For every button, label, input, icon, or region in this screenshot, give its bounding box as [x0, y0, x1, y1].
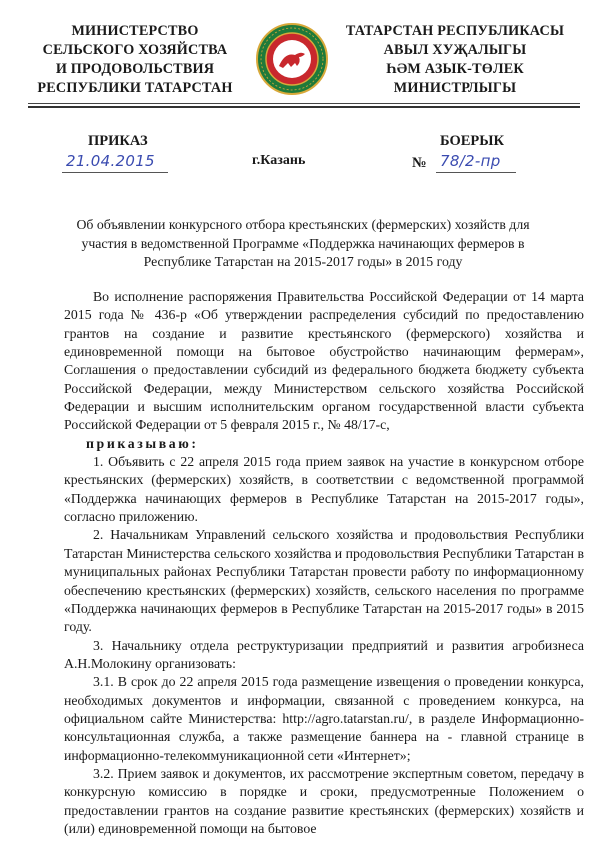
ministry-name-ru — [30, 22, 240, 98]
city: г.Казань — [252, 153, 306, 168]
ministry-name-tt — [326, 22, 584, 98]
ministry-line: И ПРОДОВОЛЬСТВИЯ — [55, 61, 215, 77]
order-word: приказываю: — [86, 435, 199, 451]
subitem-paragraph: 3.2. Прием заявок и документов, их рассмотрение экспертным советом, передачу в конкурсную комиссию в порядке и сроки, предусмотренные Положением о предоставлении грантов на создание развитие крестьянских (фермерских) хозяйств и (или) единовременной помощи на бытовое — [64, 765, 584, 836]
order-label-tt: БОЕРЫК — [440, 133, 505, 149]
ministry-line: ТАТАРСТАН РЕСПУБЛИКАСЫ — [345, 23, 565, 39]
order-number: 78/2-пр — [440, 152, 501, 170]
ministry-line: РЕСПУБЛИКИ ТАТАРСТАН — [37, 80, 233, 96]
order-date: 21.04.2015 — [66, 152, 155, 170]
header-divider — [28, 103, 580, 104]
header-divider — [28, 106, 580, 108]
preamble-paragraph: Во исполнение распоряжения Правительства Российской Федерации от 14 марта 2015 года № 436-р «Об утверждении распределения субсидий по предоставлению грантов на создание и развитие крестьянского (фермерского) хозяйства и единовременной помощи на бытовое обустройство начинающим фермерам», Соглашения о предоставлении субсидий из федерального бюджета бюджету субъекта Российской Федерации, между Министерством сельского хозяйства Российской Федерации и высшим исполнительским органом государственной власти субъекта Российской Федерации от 5 февраля 2015 г., № 48/17-с, — [64, 289, 584, 433]
number-sign: № — [412, 155, 427, 171]
coat-of-arms-icon — [255, 22, 329, 96]
order-label-ru: ПРИКАЗ — [88, 133, 148, 149]
document-title: Об объявлении конкурсного отбора крестьянских (фермерских) хозяйств для участия в ведомственной Программе «Поддержка начинающих фермеров в Республике Татарстан на 2015-2017 годы» в 2015 году — [76, 217, 530, 269]
ministry-line: СЕЛЬСКОГО ХОЗЯЙСТВА — [42, 42, 228, 58]
number-underline — [436, 172, 516, 173]
ministry-line: ҺӘМ АЗЫК-ТӨЛЕК — [386, 61, 524, 77]
item-paragraph: 2. Начальникам Управлений сельского хозяйства и продовольствия Республики Татарстан Министерства сельского хозяйства и продовольствия Республики Татарстан в муниципальных районах Республики Татарстан провести работу по информационному обеспечению крестьянских (фермерских) хозяйств, сельского населения по программе «Поддержка начинающих фермеров в Республике Татарстан на 2015-2017 годы» в 2015 году. — [64, 527, 585, 635]
ministry-line: АВЫЛ ХУҖАЛЫГЫ — [383, 42, 527, 58]
document-body — [64, 288, 584, 838]
item-paragraph: 1. Объявить с 22 апреля 2015 года прием заявок на участие в конкурсном отборе крестьянских (фермерских) хозяйств, в соответствии с ведомственной программой «Поддержка начинающих фермеров в Республике Татарстан на 2015-2017 годы», согласно приложению. — [64, 454, 584, 525]
ministry-line: МИНИСТРЛЫГЫ — [393, 80, 517, 96]
ministry-line: МИНИСТЕРСТВО — [71, 23, 199, 39]
date-underline — [62, 172, 168, 173]
subitem-paragraph: 3.1. В срок до 22 апреля 2015 года размещение извещения о проведении конкурса, необходимых документов и информации, связанной с проведением конкурса, на официальном сайте Министерства: http://agro.tatarstan.ru/, в разделе Информационно-консультационная служба, а также размещение баннера на - главной странице в информационно-телекоммуникационной сети «Интернет»; — [64, 674, 584, 763]
item-paragraph: 3. Начальнику отдела реструктуризации предприятий и развития агробизнеса А.Н.Молокину организовать: — [64, 637, 584, 671]
